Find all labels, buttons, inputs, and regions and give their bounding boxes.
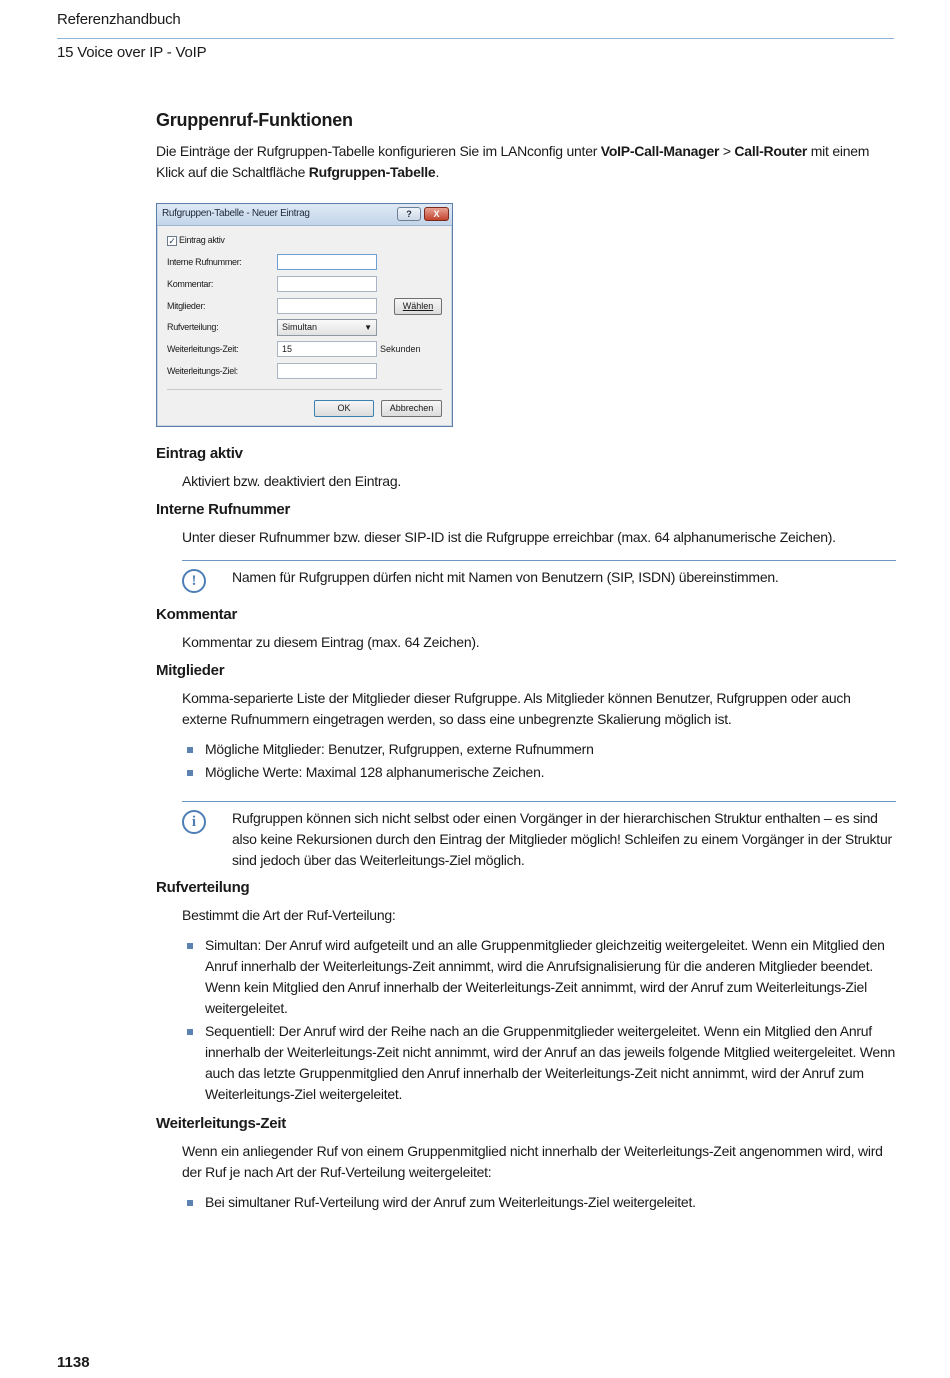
bullet-list-rufverteilung	[182, 935, 896, 1105]
close-button[interactable]: X	[424, 207, 449, 221]
label-weiterleitungs-ziel: Weiterleitungs-Ziel:	[167, 366, 238, 376]
header-rule	[57, 38, 894, 39]
label-kommentar: Kommentar:	[167, 279, 214, 289]
dialog-screenshot	[156, 203, 453, 427]
label-mitglieder: Mitglieder:	[167, 301, 206, 311]
desc-eintrag-aktiv: Aktiviert bzw. deaktiviert den Eintrag.	[182, 473, 402, 489]
term-mitglieder: Mitglieder	[156, 662, 225, 679]
list-item: Sequentiell: Der Anruf wird der Reihe nach an die Gruppenmitglieder weitergeleitet. Wenn ein Mitglied den Anruf innerhalb der Weiterleitungs-Zeit nicht annimmt, wird der Anruf an das jeweils folgende Mitglied weitergeleitet. Wenn auch das letzte Gruppenmitglied den Anruf innerhalb der Weiterleitungs-Zeit nicht annimmt, wird der Anruf zum Weiterleitungs-Ziel weitergeleitet.	[182, 1021, 896, 1105]
weiterleitungs-zeit-input[interactable]	[277, 341, 377, 357]
label-weiterleitungs-zeit: Weiterleitungs-Zeit:	[167, 344, 239, 354]
help-button[interactable]: ?	[397, 207, 421, 221]
running-header-chapter: 15 Voice over IP - VoIP	[57, 44, 207, 61]
page-number: 1138	[57, 1354, 90, 1371]
ok-button[interactable]: OK	[314, 400, 374, 417]
note-text: Namen für Rufgruppen dürfen nicht mit Namen von Benutzern (SIP, ISDN) übereinstimmen.	[232, 569, 779, 585]
rufverteilung-select[interactable]	[277, 319, 377, 336]
interne-rufnummer-input[interactable]	[277, 254, 377, 270]
checkbox-label: Eintrag aktiv	[179, 235, 225, 245]
dialog-titlebar	[157, 204, 452, 226]
section-title: Gruppenruf-Funktionen	[156, 110, 353, 130]
info-icon: i	[182, 810, 206, 834]
running-header-title: Referenzhandbuch	[57, 11, 181, 28]
menu-path-call-router: Call-Router	[734, 143, 808, 159]
label-rufverteilung: Rufverteilung:	[167, 322, 219, 332]
waehlen-button[interactable]: Wählen	[394, 298, 442, 315]
checkbox-checked-icon[interactable]: ✓	[168, 236, 176, 246]
note-box-mitglieder	[182, 801, 896, 871]
chevron-down-icon: ▼	[364, 323, 372, 332]
desc-rufverteilung: Bestimmt die Art der Ruf-Verteilung:	[182, 907, 396, 923]
warning-icon: !	[182, 569, 206, 593]
eintrag-aktiv-checkbox-row[interactable]	[167, 235, 225, 246]
list-item: Bei simultaner Ruf-Verteilung wird der Anruf zum Weiterleitungs-Ziel weitergeleitet.	[182, 1192, 896, 1213]
term-eintrag-aktiv: Eintrag aktiv	[156, 445, 243, 462]
weiterleitungs-ziel-input[interactable]	[277, 363, 377, 379]
weiterleitungs-zeit-unit: Sekunden	[380, 344, 421, 354]
kommentar-input[interactable]	[277, 276, 377, 292]
menu-path-voip-call-manager: VoIP-Call-Manager	[600, 143, 720, 159]
rufverteilung-selected-value: Simultan	[282, 322, 318, 332]
note-text: Rufgruppen können sich nicht selbst oder einen Vorgänger in der hierarchischen Struktur enthalten – es sind also keine Rekursionen durch den Eintrag der Mitglieder möglich! Schleifen zu einem Vorgänger in der Struktur sind jedoch über das Weiterleitungs-Ziel möglich.	[232, 810, 892, 868]
bullet-list-weiterleitungs-zeit	[182, 1192, 896, 1213]
button-name-rufgruppen-tabelle: Rufgruppen-Tabelle	[308, 164, 436, 180]
term-weiterleitungs-zeit: Weiterleitungs-Zeit	[156, 1115, 286, 1132]
term-rufverteilung: Rufverteilung	[156, 879, 250, 896]
desc-interne-rufnummer: Unter dieser Rufnummer bzw. dieser SIP-ID ist die Rufgruppe erreichbar (max. 64 alphanumerische Zeichen).	[182, 529, 836, 545]
note-box-interne-rufnummer	[182, 560, 896, 588]
cancel-button[interactable]: Abbrechen	[381, 400, 442, 417]
mitglieder-input[interactable]	[277, 298, 377, 314]
dialog-separator	[167, 389, 442, 390]
desc-weiterleitungs-zeit: Wenn ein anliegender Ruf von einem Gruppenmitglied nicht innerhalb der Weiterleitungs-Zeit angenommen wird, wird der Ruf je nach Art der Ruf-Verteilung weitergeleitet:	[182, 1143, 883, 1180]
list-item: Mögliche Mitglieder: Benutzer, Rufgruppen, externe Rufnummern	[182, 739, 896, 760]
dialog-title: Rufgruppen-Tabelle - Neuer Eintrag	[162, 208, 310, 219]
term-interne-rufnummer: Interne Rufnummer	[156, 501, 291, 518]
label-interne-rufnummer: Interne Rufnummer:	[167, 257, 242, 267]
list-item: Mögliche Werte: Maximal 128 alphanumerische Zeichen.	[182, 762, 896, 783]
list-item: Simultan: Der Anruf wird aufgeteilt und an alle Gruppenmitglieder gleichzeitig weitergeleitet. Wenn ein Mitglied den Anruf innerhalb der Weiterleitungs-Zeit annimmt, wird die Anrufsignalisierung für die anderen Mitglieder beendet. Wenn kein Mitglied den Anruf innerhalb der Weiterleitungs-Zeit annimmt, wird der Anruf zum Weiterleitungs-Ziel weitergeleitet.	[182, 935, 896, 1019]
intro-paragraph: Die Einträge der Rufgruppen-Tabelle konfigurieren Sie im LANconfig unter VoIP-Call-Manager > Call-Router mit einem Klick auf die Schaltfläche Rufgruppen-Tabelle.	[156, 143, 870, 180]
desc-mitglieder: Komma-separierte Liste der Mitglieder dieser Rufgruppe. Als Mitglieder können Benutzer, Rufgruppen oder auch externe Rufnummern eingetragen werden, so dass eine unbegrenzte Skalierung möglich ist.	[182, 690, 851, 727]
term-kommentar: Kommentar	[156, 606, 238, 623]
desc-kommentar: Kommentar zu diesem Eintrag (max. 64 Zeichen).	[182, 634, 480, 650]
main-content	[156, 110, 896, 1223]
bullet-list-mitglieder	[182, 739, 896, 783]
